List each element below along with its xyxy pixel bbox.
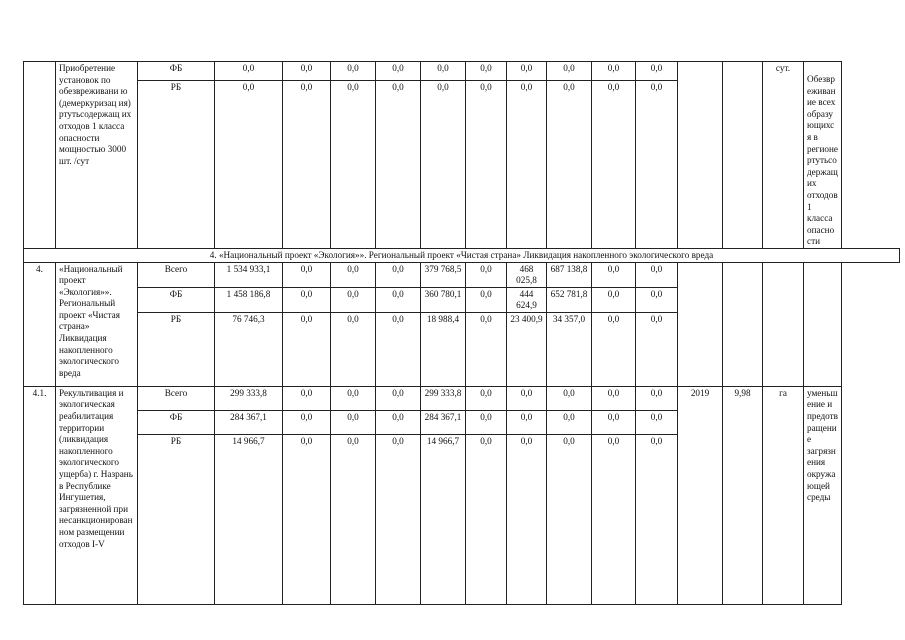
year-value: 0,0 [507,434,547,604]
year-value: 0,0 [331,62,376,81]
year-value: 0,0 [283,312,331,386]
year-value: 0,0 [592,262,636,287]
year-value: 0,0 [331,434,376,604]
table-row [24,62,900,81]
row-number-cell: 4.1. [24,386,56,604]
total-value: 299 333,8 [215,386,283,410]
year-value: 0,0 [547,410,592,434]
measure-name-cell: Приобретение установок по обезвреживани ю (демеркуризац ия) ртутьсодержащ их отходов 1 класса опасности мощностью 3000 шт. /сут [56,62,138,249]
year-value: 0,0 [466,386,507,410]
funding-source: ФБ [138,62,215,81]
year-value: 0,0 [636,410,678,434]
year-value: 0,0 [283,434,331,604]
year-value: 0,0 [592,62,636,81]
indicator-value-cell [723,262,763,386]
year-value: 0,0 [466,287,507,312]
year-value: 0,0 [547,386,592,410]
year-value: 18 988,4 [421,312,466,386]
unit-cell [763,262,804,386]
year-value: 360 780,1 [421,287,466,312]
year-value: 0,0 [331,386,376,410]
year-value: 23 400,9 [507,312,547,386]
total-value: 0,0 [215,80,283,248]
budget-table [23,61,900,605]
result-cell: Обезвреживание всех образующихся в регионе ртутьсодержащих отходов 1 класса опасности [804,62,842,249]
year-value: 0,0 [507,386,547,410]
year-value: 0,0 [507,410,547,434]
total-value: 1 534 933,1 [215,262,283,287]
funding-source: РБ [138,312,215,386]
year-value: 0,0 [376,80,421,248]
year-value: 0,0 [283,287,331,312]
section-title: 4. «Национальный проект «Экология»». Региональный проект «Чистая страна» Ликвидация накопленного экологического вреда [24,248,900,262]
total-value: 14 966,7 [215,434,283,604]
year-value: 0,0 [283,80,331,248]
total-value: 76 746,3 [215,312,283,386]
implementation-year-cell [678,62,723,249]
year-value: 0,0 [331,287,376,312]
year-value: 0,0 [507,80,547,248]
year-value: 0,0 [466,62,507,81]
year-value: 0,0 [376,62,421,81]
year-value: 0,0 [636,312,678,386]
year-value: 687 138,8 [547,262,592,287]
funding-source: РБ [138,80,215,248]
year-value: 0,0 [283,62,331,81]
row-number-cell: 4. [24,262,56,386]
table-row [24,262,900,287]
year-value: 0,0 [376,287,421,312]
year-value: 284 367,1 [421,410,466,434]
table-row [24,386,900,410]
year-value: 0,0 [592,386,636,410]
year-value: 0,0 [376,262,421,287]
year-value: 652 781,8 [547,287,592,312]
year-value: 34 357,0 [547,312,592,386]
year-value: 0,0 [331,80,376,248]
year-value: 0,0 [636,287,678,312]
funding-source: РБ [138,434,215,604]
funding-source: Всего [138,262,215,287]
year-value: 0,0 [636,62,678,81]
year-value: 0,0 [283,410,331,434]
year-value: 0,0 [466,80,507,248]
result-cell [804,262,842,386]
row-number-cell [24,62,56,249]
year-value: 0,0 [507,62,547,81]
year-value: 0,0 [547,80,592,248]
year-value: 0,0 [636,262,678,287]
indicator-value-cell: 9,98 [723,386,763,604]
year-value: 0,0 [283,386,331,410]
year-value: 444 624,9 [507,287,547,312]
total-value: 0,0 [215,62,283,81]
year-value: 0,0 [331,312,376,386]
result-cell: уменьшение и предотвращение загрязнения окружающей среды [804,386,842,604]
year-value: 0,0 [466,410,507,434]
year-value: 0,0 [331,262,376,287]
year-value: 0,0 [592,312,636,386]
year-value: 379 768,5 [421,262,466,287]
year-value: 0,0 [547,62,592,81]
funding-source: Всего [138,386,215,410]
year-value: 0,0 [421,80,466,248]
year-value: 0,0 [547,434,592,604]
year-value: 0,0 [376,312,421,386]
implementation-year-cell [678,262,723,386]
year-value: 0,0 [376,410,421,434]
section-header-row [24,248,900,262]
year-value: 0,0 [592,80,636,248]
year-value: 0,0 [376,386,421,410]
unit-cell: сут. [763,62,804,249]
year-value: 0,0 [636,434,678,604]
year-value: 0,0 [331,410,376,434]
year-value: 0,0 [466,312,507,386]
total-value: 1 458 186,8 [215,287,283,312]
year-value: 299 333,8 [421,386,466,410]
unit-cell: га [763,386,804,604]
year-value: 468 025,8 [507,262,547,287]
measure-name-cell: «Национальный проект «Экология»». Региональный проект «Чистая страна» Ликвидация накопленного экологического вреда [56,262,138,386]
year-value: 0,0 [421,62,466,81]
measure-name-cell: Рекультивация и экологическая реабилитация территории (ликвидация накопленного экологического ущерба) г. Назрань в Республике Ингушетия, загрязненной при несанкционированном размещении отходов I-V [56,386,138,604]
year-value: 0,0 [592,410,636,434]
year-value: 0,0 [376,434,421,604]
year-value: 0,0 [636,386,678,410]
funding-source: ФБ [138,410,215,434]
funding-source: ФБ [138,287,215,312]
year-value: 0,0 [636,80,678,248]
year-value: 0,0 [466,262,507,287]
year-value: 0,0 [592,434,636,604]
year-value: 0,0 [283,262,331,287]
year-value: 14 966,7 [421,434,466,604]
year-value: 0,0 [466,434,507,604]
year-value: 0,0 [592,287,636,312]
implementation-year-cell: 2019 [678,386,723,604]
total-value: 284 367,1 [215,410,283,434]
indicator-value-cell [723,62,763,249]
